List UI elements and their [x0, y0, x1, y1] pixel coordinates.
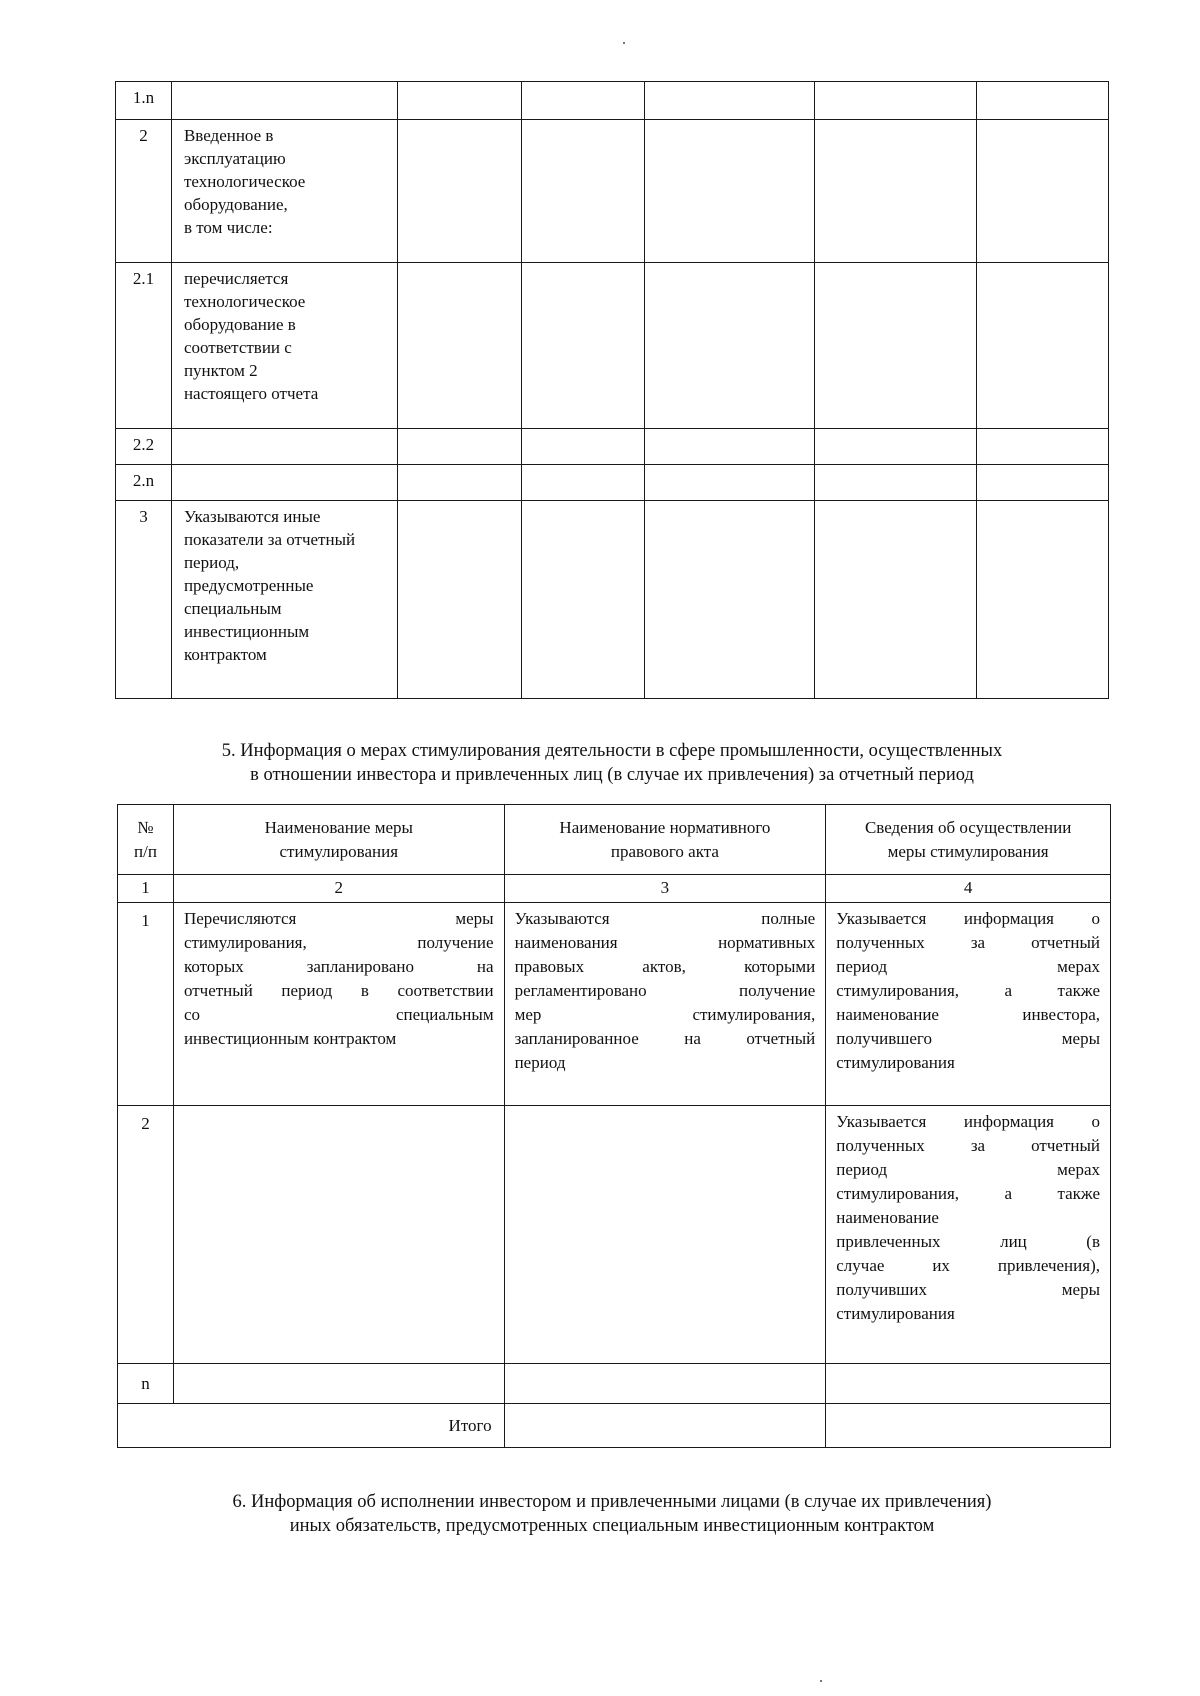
- legal-act-description: Указываются полные наименования нормативных правовых актов, которыми регламентировано получение мер стимулирования, запланированное на отчетный период: [504, 903, 826, 1106]
- indicator-name: [171, 82, 397, 120]
- table-row: [118, 903, 1111, 1106]
- column-index: 3: [504, 875, 826, 903]
- column-index: 1: [118, 875, 174, 903]
- measure-description: Перечисляются меры стимулирования, получение которых запланировано на отчетный период в соответствии со специальным инвестиционным контрактом: [173, 903, 504, 1106]
- indicator-name: [171, 465, 397, 501]
- column-header-number: № п/п: [118, 805, 174, 875]
- row-number: n: [118, 1364, 174, 1404]
- scan-speck-bottom: [820, 1680, 822, 1682]
- row-number: 2.n: [116, 465, 172, 501]
- scan-speck-top: [623, 42, 625, 44]
- row-number: 2.1: [116, 263, 172, 429]
- table-row: [116, 82, 1109, 120]
- row-number: 2: [118, 1106, 174, 1364]
- info-description: Указывается информация о полученных за отчетный период мерах стимулирования, а также наименование привлеченных лиц (в случае их привлечения), получивших меры стимулирования: [826, 1106, 1111, 1364]
- info-description: Указывается информация о полученных за отчетный период мерах стимулирования, а также наименование инвестора, получившего меры стимулирования: [826, 903, 1111, 1106]
- row-number: 2: [116, 120, 172, 263]
- section-6-heading-line1: 6. Информация об исполнении инвестором и привлеченными лицами (в случае их привлечения): [232, 1492, 992, 1512]
- column-header-legal-act: Наименование нормативного правового акта: [504, 805, 826, 875]
- stimulation-measures-table: [117, 804, 1111, 1448]
- total-row: [118, 1404, 1111, 1448]
- column-header-info: Сведения об осуществлении меры стимулирования: [826, 805, 1111, 875]
- section-5-heading-line2: в отношении инвестора и привлеченных лиц (в случае их привлечения) за отчетный период: [250, 765, 974, 785]
- section-5-heading: [115, 739, 1109, 787]
- indicator-name: Указываются иные показатели за отчетный период, предусмотренные специальным инвестиционным контрактом: [171, 501, 397, 699]
- row-number: 1: [118, 903, 174, 1106]
- indicator-name: Введенное в эксплуатацию технологическое оборудование, в том числе:: [171, 120, 397, 263]
- table-header-row: [118, 805, 1111, 875]
- indicator-name: перечисляется технологическое оборудование в соответствии с пунктом 2 настоящего отчета: [171, 263, 397, 429]
- table-row: [118, 1364, 1111, 1404]
- row-number: 3: [116, 501, 172, 699]
- column-index-row: [118, 875, 1111, 903]
- section-6-heading: [115, 1490, 1109, 1538]
- indicator-name: [171, 429, 397, 465]
- column-header-measure: Наименование меры стимулирования: [173, 805, 504, 875]
- table-row: [118, 1106, 1111, 1364]
- indicators-table: [115, 81, 1109, 699]
- total-label: Итого: [118, 1404, 505, 1448]
- table-row: [116, 501, 1109, 699]
- table-row: [116, 429, 1109, 465]
- section-5-heading-line1: 5. Информация о мерах стимулирования деятельности в сфере промышленности, осуществленных: [221, 741, 1003, 761]
- table-row: [116, 120, 1109, 263]
- table-row: [116, 465, 1109, 501]
- section-6-heading-line2: иных обязательств, предусмотренных специальным инвестиционным контрактом: [289, 1516, 935, 1536]
- row-number: 2.2: [116, 429, 172, 465]
- column-index: 2: [173, 875, 504, 903]
- table-row: [116, 263, 1109, 429]
- row-number: 1.n: [116, 82, 172, 120]
- column-index: 4: [826, 875, 1111, 903]
